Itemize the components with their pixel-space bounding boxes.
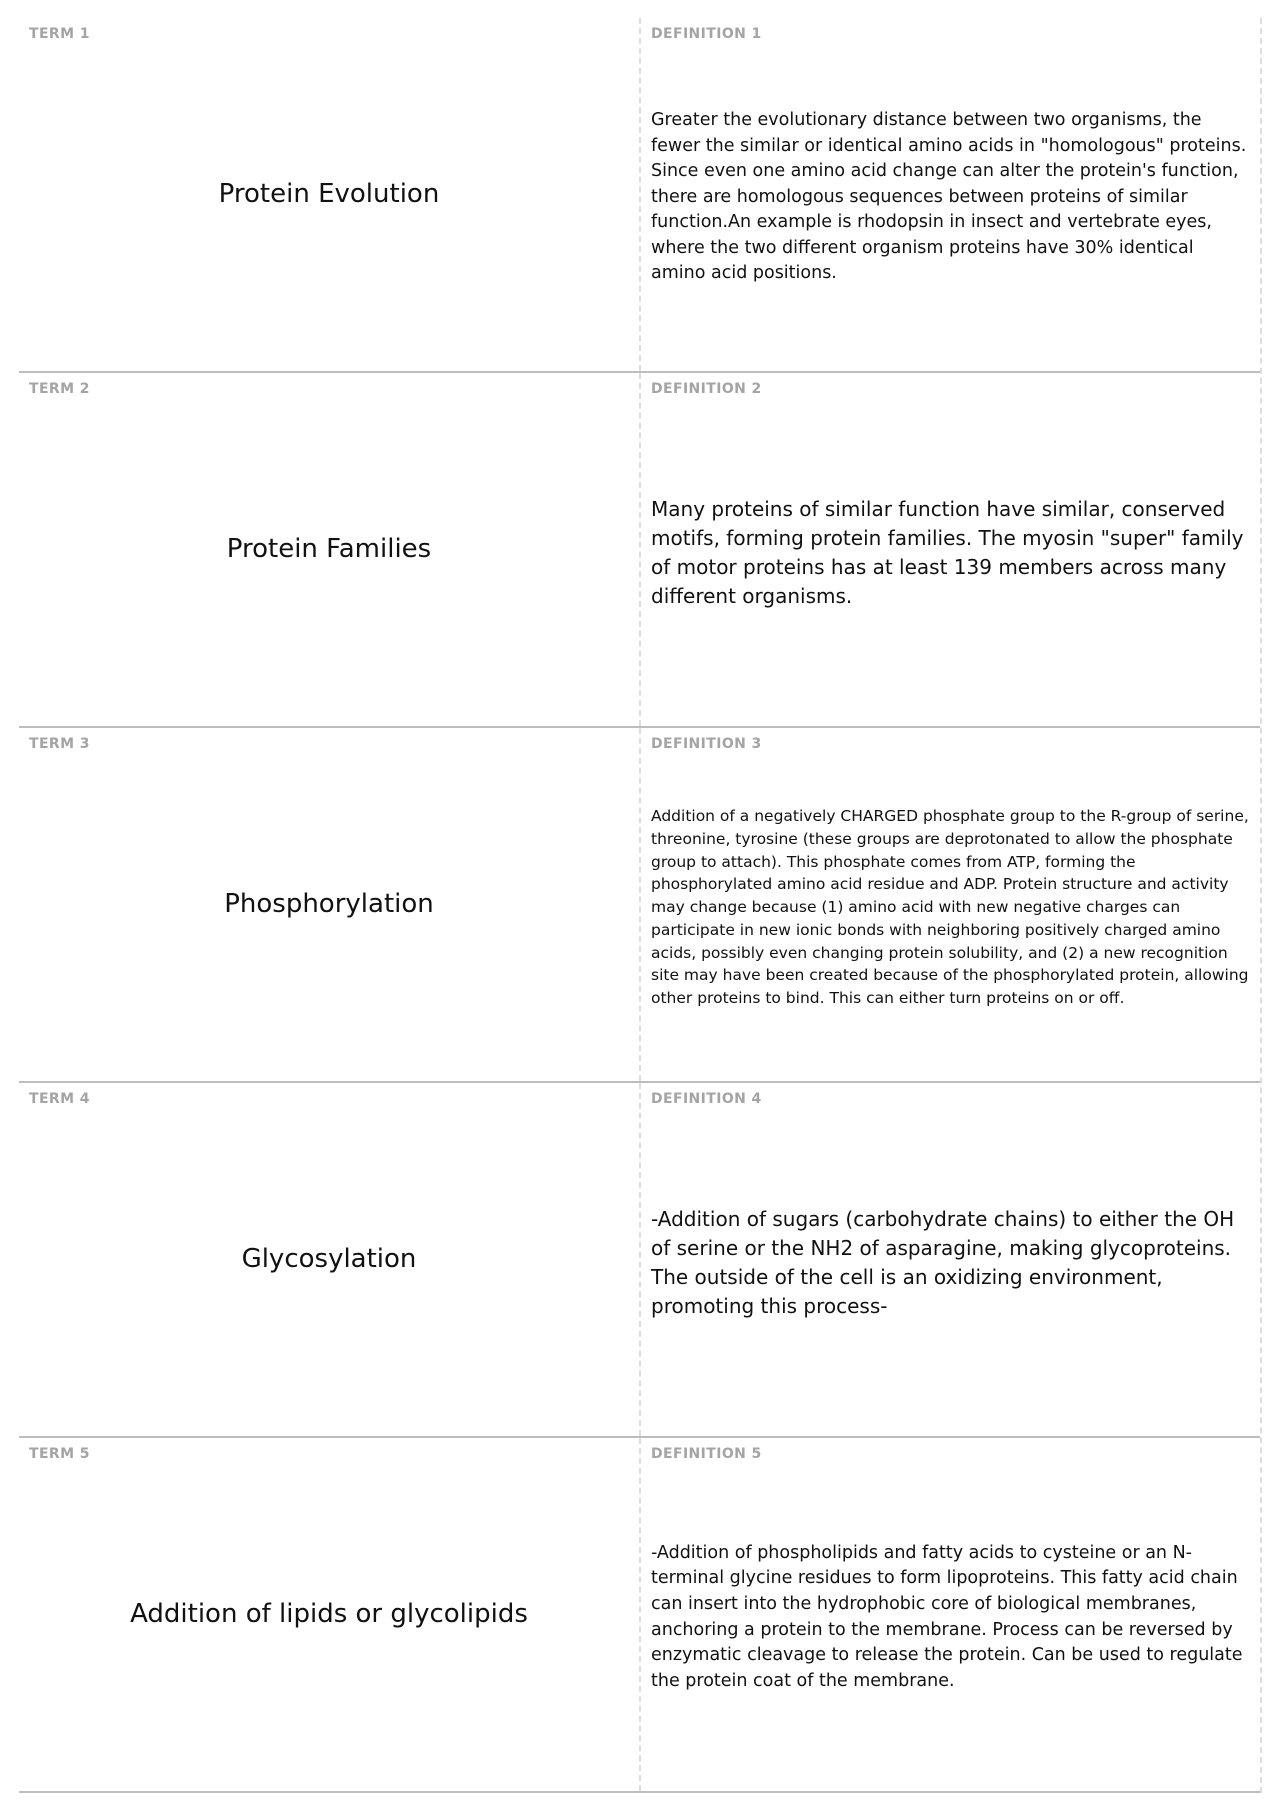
term-text: Phosphorylation (224, 888, 434, 919)
term-text: Protein Families (226, 533, 432, 564)
definition-cell (641, 373, 1260, 726)
definition-text: Addition of a negatively CHARGED phosphate group to the R-group of serine, threonine, tyrosine (these groups are deprotonated to allow the phosphate group to attach). This phosphate comes from ATP, forming the phosphorylated amino acid residue and ADP. Protein structure and activity may change because (1) amino acid with new negative charges can participate in new ionic bonds with neighboring positively charged amino acids, possibly even changing protein solubility, and (2) a new recognition site may have been created because of the phosphorylated protein, allowing other proteins to bind. This can either turn proteins on or off. (651, 807, 1249, 1007)
term-label: TERM 4 (29, 1091, 90, 1107)
card-row (19, 1083, 1260, 1438)
card-row (19, 373, 1260, 728)
definition-text: -Addition of sugars (carbohydrate chains) to either the OH of serine or the NH2 of asparagine, making glycoproteins. The outside of the cell is an oxidizing environment, promoting this process- (651, 1206, 1235, 1318)
term-label: TERM 2 (29, 381, 90, 397)
definition-label: DEFINITION 5 (651, 1446, 762, 1462)
term-label: TERM 3 (29, 736, 90, 752)
card-row (19, 1438, 1260, 1793)
definition-text: -Addition of phospholipids and fatty acids to cysteine or an N-terminal glycine residues to form lipoproteins. This fatty acid chain can insert into the hydrophobic core of biological membranes, anchoring a protein to the membrane. Process can be reversed by enzymatic cleavage to release the protein. Can be used to regulate the protein coat of the membrane. (651, 1542, 1243, 1691)
definition-cell (641, 18, 1260, 371)
card-row (19, 728, 1260, 1083)
definition-label: DEFINITION 4 (651, 1091, 762, 1107)
definition-cell (641, 1438, 1260, 1791)
flashcard-sheet (19, 18, 1262, 1793)
definition-text: Greater the evolutionary distance between two organisms, the fewer the similar or identical amino acids in "homologous" proteins. Since even one amino acid change can alter the protein's function, there are homologous sequences between proteins of similar function.An example is rhodopsin in insect and vertebrate eyes, where the two different organism proteins have 30% identical amino acid positions. (651, 109, 1247, 284)
term-label: TERM 5 (29, 1446, 90, 1462)
term-cell (19, 1438, 641, 1791)
term-text: Glycosylation (241, 1243, 417, 1274)
term-cell (19, 373, 641, 726)
term-cell (19, 1083, 641, 1436)
term-cell (19, 728, 641, 1081)
definition-cell (641, 728, 1260, 1081)
definition-label: DEFINITION 2 (651, 381, 762, 397)
term-text: Protein Evolution (218, 178, 440, 209)
term-text: Addition of lipids or glycolipids (130, 1598, 528, 1629)
card-row (19, 18, 1260, 373)
definition-cell (641, 1083, 1260, 1436)
definition-text: Many proteins of similar function have similar, conserved motifs, forming protein families. The myosin "super" family of motor proteins has at least 139 members across many different organisms. (651, 496, 1244, 608)
term-label: TERM 1 (29, 26, 90, 42)
term-cell (19, 18, 641, 371)
definition-label: DEFINITION 3 (651, 736, 762, 752)
definition-label: DEFINITION 1 (651, 26, 762, 42)
